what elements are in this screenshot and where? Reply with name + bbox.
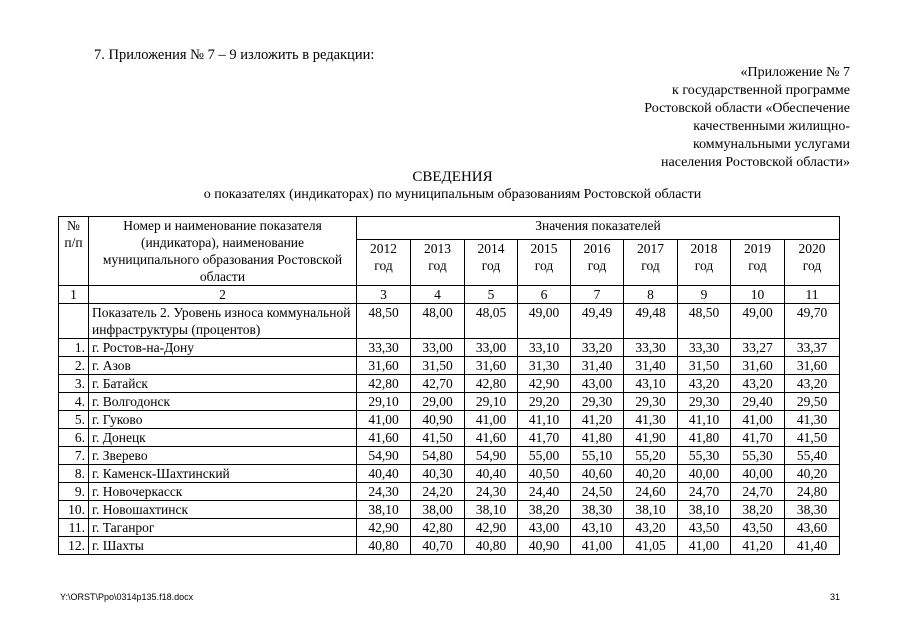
year-header-cell: 2019 год (731, 240, 785, 286)
value-cell: 29,50 (785, 393, 840, 411)
value-cell: 40,00 (678, 465, 731, 483)
value-cell: 54,80 (411, 447, 465, 465)
value-cell: 24,70 (731, 483, 785, 501)
value-cell: 55,00 (518, 447, 571, 465)
appendix-line: «Приложение № 7 (740, 65, 850, 80)
value-cell: 40,00 (731, 465, 785, 483)
column-number-cell: 9 (678, 286, 731, 304)
column-number-cell: 6 (518, 286, 571, 304)
municipality-name-cell: г. Волгодонск (89, 393, 357, 411)
value-cell: 38,30 (571, 501, 624, 519)
document-title: СВЕДЕНИЯ (412, 169, 493, 185)
value-cell: 54,90 (357, 447, 411, 465)
intro-line: 7. Приложения № 7 – 9 изложить в редакции: (94, 47, 375, 63)
value-cell: 42,90 (357, 519, 411, 537)
value-cell: 41,00 (571, 537, 624, 555)
footer-page-number: 31 (830, 592, 841, 602)
appendix-line: Ростовской области «Обеспечение (644, 101, 850, 116)
municipality-name-cell: г. Донецк (89, 429, 357, 447)
value-cell: 40,70 (411, 537, 465, 555)
value-cell: 41,00 (731, 411, 785, 429)
table-row (59, 483, 840, 501)
value-cell: 40,90 (518, 537, 571, 555)
row-number-cell: 4. (59, 393, 89, 411)
appendix-line: качественными жилищно- (693, 119, 850, 134)
value-cell: 55,20 (624, 447, 678, 465)
table-row (59, 465, 840, 483)
value-cell: 38,10 (624, 501, 678, 519)
municipality-name-cell: г. Новошахтинск (89, 501, 357, 519)
table-row (59, 429, 840, 447)
value-cell: 33,00 (411, 339, 465, 357)
year-header-cell: 2015 год (518, 240, 571, 286)
value-cell: 41,70 (518, 429, 571, 447)
table-row (59, 501, 840, 519)
row-number-cell: 6. (59, 429, 89, 447)
value-cell: 40,80 (357, 537, 411, 555)
value-cell: 38,20 (518, 501, 571, 519)
values-header: Значения показателей (357, 217, 840, 240)
column-number-cell: 11 (785, 286, 840, 304)
indicator-value-cell: 49,00 (518, 304, 571, 339)
value-cell: 33,30 (624, 339, 678, 357)
year-header-cell: 2016 год (571, 240, 624, 286)
value-cell: 29,00 (411, 393, 465, 411)
year-header-cell: 2017 год (624, 240, 678, 286)
value-cell: 40,30 (411, 465, 465, 483)
row-number-cell: 7. (59, 447, 89, 465)
table-row (59, 393, 840, 411)
table-row (59, 357, 840, 375)
value-cell: 42,80 (411, 519, 465, 537)
value-cell: 43,20 (785, 375, 840, 393)
value-cell: 43,20 (678, 375, 731, 393)
header-row (59, 217, 840, 240)
value-cell: 29,10 (465, 393, 518, 411)
value-cell: 42,80 (465, 375, 518, 393)
value-cell: 29,30 (571, 393, 624, 411)
value-cell: 38,20 (731, 501, 785, 519)
table-row (59, 447, 840, 465)
indicator-value-cell: 48,05 (465, 304, 518, 339)
value-cell: 24,40 (518, 483, 571, 501)
value-cell: 31,50 (411, 357, 465, 375)
column-number-cell: 4 (411, 286, 465, 304)
value-cell: 55,30 (731, 447, 785, 465)
value-cell: 31,60 (731, 357, 785, 375)
appendix-line: населения Ростовской области» (661, 155, 850, 170)
column-number-cell: 7 (571, 286, 624, 304)
value-cell: 33,30 (357, 339, 411, 357)
value-cell: 43,00 (518, 519, 571, 537)
value-cell: 42,90 (518, 375, 571, 393)
row-number-cell: 11. (59, 519, 89, 537)
value-cell: 40,20 (785, 465, 840, 483)
value-cell: 41,05 (624, 537, 678, 555)
document-subtitle: о показателях (индикаторах) по муниципальным образованиям Ростовской области (203, 187, 702, 202)
value-cell: 31,60 (357, 357, 411, 375)
value-cell: 40,90 (411, 411, 465, 429)
row-number-cell: 5. (59, 411, 89, 429)
value-cell: 24,60 (624, 483, 678, 501)
value-cell: 41,80 (678, 429, 731, 447)
value-cell: 41,60 (465, 429, 518, 447)
value-cell: 41,90 (624, 429, 678, 447)
value-cell: 55,10 (571, 447, 624, 465)
value-cell: 38,10 (678, 501, 731, 519)
value-cell: 31,50 (678, 357, 731, 375)
year-header-cell: 2020 год (785, 240, 840, 286)
value-cell: 43,00 (571, 375, 624, 393)
indicator-value-cell: 49,00 (731, 304, 785, 339)
value-cell: 41,80 (571, 429, 624, 447)
value-cell: 31,40 (571, 357, 624, 375)
value-cell: 31,40 (624, 357, 678, 375)
value-cell: 55,40 (785, 447, 840, 465)
value-cell: 41,10 (518, 411, 571, 429)
value-cell: 33,30 (678, 339, 731, 357)
table-row (59, 537, 840, 555)
value-cell: 43,10 (624, 375, 678, 393)
value-cell: 41,70 (731, 429, 785, 447)
value-cell: 24,30 (357, 483, 411, 501)
row-number-cell: 1. (59, 339, 89, 357)
municipality-name-cell: г. Ростов-на-Дону (89, 339, 357, 357)
value-cell: 31,60 (465, 357, 518, 375)
year-header-cell: 2012 год (357, 240, 411, 286)
row-number-cell: 10. (59, 501, 89, 519)
row-number-cell: 9. (59, 483, 89, 501)
value-cell: 41,00 (465, 411, 518, 429)
value-cell: 43,50 (678, 519, 731, 537)
municipality-name-cell: г. Зверево (89, 447, 357, 465)
municipality-name-cell: г. Новочеркасск (89, 483, 357, 501)
value-cell: 31,30 (518, 357, 571, 375)
value-cell: 33,20 (571, 339, 624, 357)
indicators-table (58, 216, 840, 555)
value-cell: 41,60 (357, 429, 411, 447)
value-cell: 43,20 (731, 375, 785, 393)
value-cell: 41,50 (785, 429, 840, 447)
column-number-cell: 3 (357, 286, 411, 304)
indicator-value-cell: 49,49 (571, 304, 624, 339)
value-cell: 29,30 (624, 393, 678, 411)
year-header-cell: 2013 год (411, 240, 465, 286)
column-number-cell: 1 (59, 286, 89, 304)
value-cell: 55,30 (678, 447, 731, 465)
value-cell: 38,00 (411, 501, 465, 519)
value-cell: 40,40 (465, 465, 518, 483)
value-cell: 41,00 (678, 537, 731, 555)
appendix-header (600, 64, 850, 172)
value-cell: 29,20 (518, 393, 571, 411)
year-header-cell: 2014 год (465, 240, 518, 286)
value-cell: 29,30 (678, 393, 731, 411)
indicator-row (59, 304, 840, 339)
table-row (59, 519, 840, 537)
value-cell: 33,27 (731, 339, 785, 357)
column-number-cell: 5 (465, 286, 518, 304)
value-cell: 24,80 (785, 483, 840, 501)
municipality-name-cell: г. Гуково (89, 411, 357, 429)
row-number-cell: 3. (59, 375, 89, 393)
column-number-cell: 8 (624, 286, 678, 304)
indicator-num-cell (59, 304, 89, 339)
indicator-value-cell: 48,50 (678, 304, 731, 339)
value-cell: 41,20 (571, 411, 624, 429)
value-cell: 29,40 (731, 393, 785, 411)
value-cell: 43,20 (624, 519, 678, 537)
table-row (59, 339, 840, 357)
value-cell: 41,30 (624, 411, 678, 429)
value-cell: 41,30 (785, 411, 840, 429)
value-cell: 24,50 (571, 483, 624, 501)
municipality-name-cell: г. Батайск (89, 375, 357, 393)
value-cell: 33,10 (518, 339, 571, 357)
value-cell: 41,00 (357, 411, 411, 429)
appendix-line: коммунальными услугами (692, 137, 850, 152)
value-cell: 24,70 (678, 483, 731, 501)
municipality-name-cell: г. Каменск-Шахтинский (89, 465, 357, 483)
footer-file-path: Y:\ORST\Ppo\0314p135.f18.docx (60, 592, 194, 602)
value-cell: 41,20 (731, 537, 785, 555)
value-cell: 41,50 (411, 429, 465, 447)
value-cell: 24,20 (411, 483, 465, 501)
value-cell: 43,10 (571, 519, 624, 537)
value-cell: 54,90 (465, 447, 518, 465)
indicator-value-cell: 48,00 (411, 304, 465, 339)
value-cell: 40,20 (624, 465, 678, 483)
year-header-cell: 2018 год (678, 240, 731, 286)
value-cell: 41,10 (678, 411, 731, 429)
value-cell: 42,80 (357, 375, 411, 393)
value-cell: 40,40 (357, 465, 411, 483)
municipality-name-cell: г. Азов (89, 357, 357, 375)
value-cell: 42,90 (465, 519, 518, 537)
value-cell: 33,00 (465, 339, 518, 357)
value-cell: 40,80 (465, 537, 518, 555)
value-cell: 31,60 (785, 357, 840, 375)
value-cell: 40,50 (518, 465, 571, 483)
row-number-cell: 8. (59, 465, 89, 483)
column-numbers-row (59, 286, 840, 304)
municipality-name-cell: г. Таганрог (89, 519, 357, 537)
value-cell: 41,40 (785, 537, 840, 555)
indicator-name-cell: Показатель 2. Уровень износа коммунальной инфраструктуры (процентов) (89, 304, 357, 339)
value-cell: 24,30 (465, 483, 518, 501)
value-cell: 43,50 (731, 519, 785, 537)
row-number-cell: 12. (59, 537, 89, 555)
value-cell: 38,10 (357, 501, 411, 519)
indicator-value-cell: 49,70 (785, 304, 840, 339)
value-cell: 38,30 (785, 501, 840, 519)
table-row (59, 411, 840, 429)
appendix-line: к государственной программе (672, 83, 850, 98)
value-cell: 38,10 (465, 501, 518, 519)
col-name-header: Номер и наименование показателя (индикатора), наименование муниципального образования Ростовской области (89, 217, 357, 286)
value-cell: 29,10 (357, 393, 411, 411)
value-cell: 33,37 (785, 339, 840, 357)
column-number-cell: 10 (731, 286, 785, 304)
column-number-cell: 2 (89, 286, 357, 304)
row-number-cell: 2. (59, 357, 89, 375)
indicator-value-cell: 48,50 (357, 304, 411, 339)
value-cell: 43,60 (785, 519, 840, 537)
municipality-name-cell: г. Шахты (89, 537, 357, 555)
col-num-header: № п/п (59, 217, 89, 286)
table-row (59, 375, 840, 393)
value-cell: 40,60 (571, 465, 624, 483)
value-cell: 42,70 (411, 375, 465, 393)
indicator-value-cell: 49,48 (624, 304, 678, 339)
